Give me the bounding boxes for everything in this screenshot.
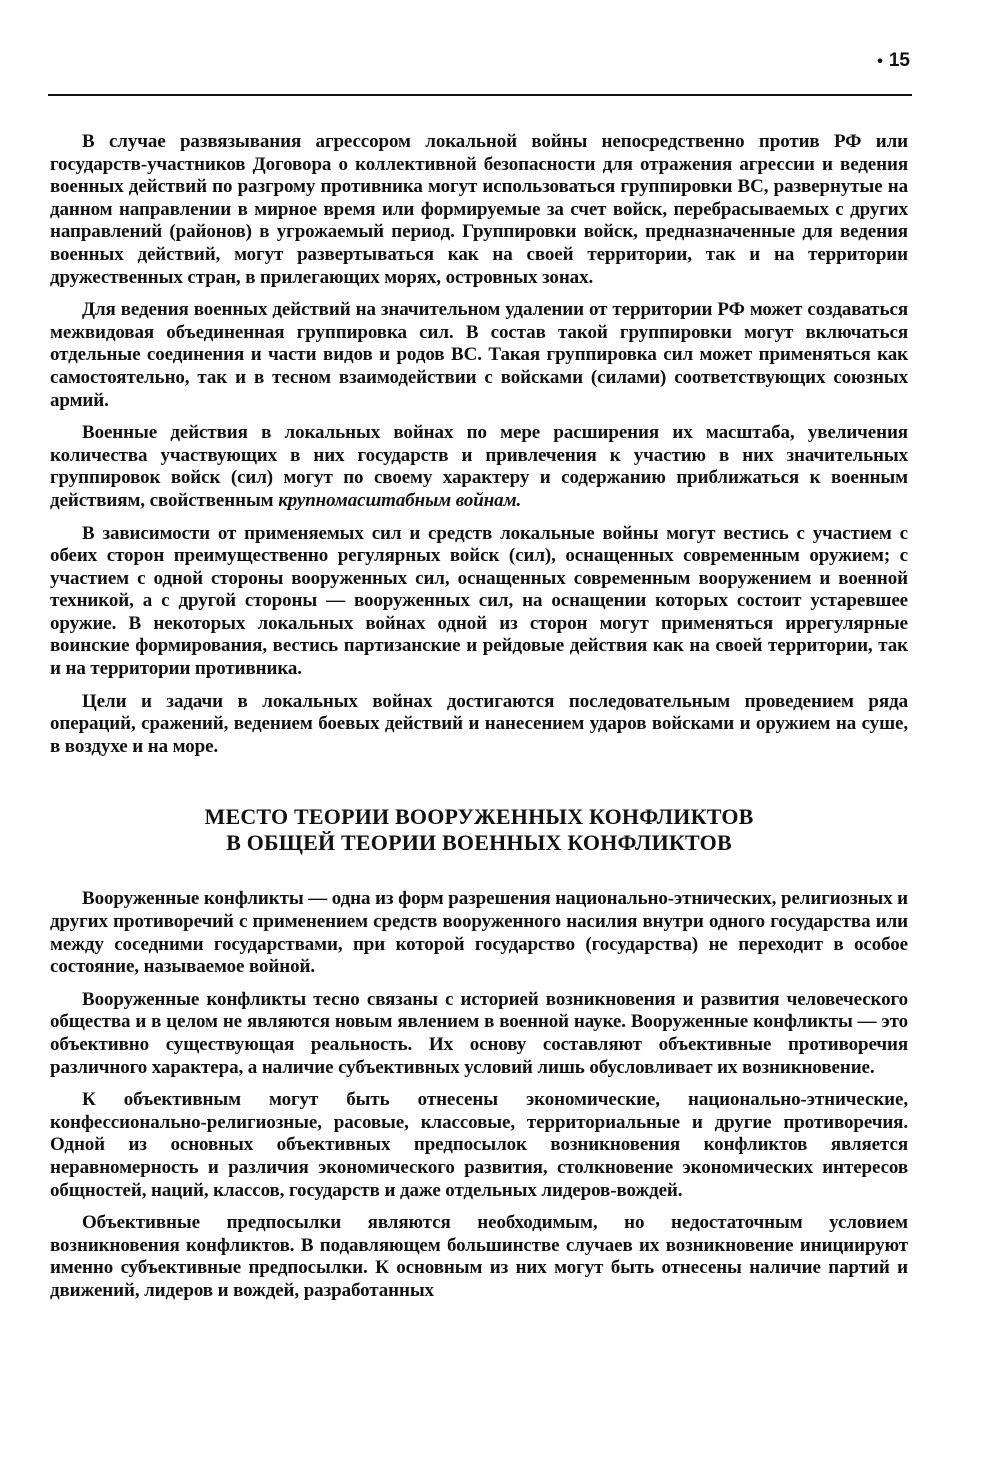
section-heading-line-1: МЕСТО ТЕОРИИ ВООРУЖЕННЫХ КОНФЛИКТОВ [204,804,754,830]
page-number [877,50,910,72]
paragraph: Цели и задачи в локальных войнах достигаются последовательным проведением ряда операций, сражений, ведением боевых действий и нанесением ударов войсками и оружием на суше, в воздухе и на море. [50,690,908,757]
paragraph: К объективным могут быть отнесены экономические, национально-этнические, конфессионально-религиозные, расовые, классовые, территориальные и другие противоречия. Одной из основных объективных предпосылок возникновения конфликтов является неравномерность и различия экономического развития, столкновение экономических интересов общностей, наций, классов, государств и даже отдельных лидеров-вождей. [50,1089,908,1201]
paragraph-emphasis: крупномасштабным войнам. [278,489,522,511]
page-header [48,44,912,96]
page-number-bullet: • [877,53,883,70]
page-number-value: 15 [888,50,910,71]
page-body [50,131,908,1313]
section-heading-line-2: В ОБЩЕЙ ТЕОРИИ ВОЕННЫХ КОНФЛИКТОВ [226,830,732,856]
paragraph: Объективные предпосылки являются необходимым, но недостаточным условием возникновения конфликтов. В подавляющем большинстве случаев их возникновение инициируют именно субъективные предпосылки. К основным из них могут быть отнесены наличие партий и движений, лидеров и вождей, разработанных [50,1212,908,1301]
paragraph-text: Военные действия в локальных войнах по мере расширения их масштаба, увеличения количества участвующих в них государств и привлечения к участию в них значительных группировок войск (сил) могут по своему характеру и содержанию приближаться к военным действиям, свойственным [50,422,908,511]
paragraph: Вооруженные конфликты — одна из форм разрешения национально-этнических, религиозных и других противоречий с применением средств вооруженного насилия внутри одного государства или между соседними государствами, при которой государство (государства) не переходит в особое состояние, называемое войной. [50,888,908,978]
paragraph: В зависимости от применяемых сил и средств локальные войны могут вестись с участием с обеих сторон преимущественно регулярных войск (сил), оснащенных современным оружием; с участием с одной стороны вооруженных сил, оснащенных современным вооружением и военной техникой, а с другой стороны — вооруженных сил, на оснащении которых состоит устаревшее оружие. В некоторых локальных войнах одной из сторон могут применяться иррегулярные воинские формирования, вестись партизанские и рейдовые действия как на своей территории, так и на территории противника. [50,522,908,680]
paragraph [50,422,908,512]
paragraph: В случае развязывания агрессором локальной войны непосредственно против РФ или государств-участников Договора о коллективной безопасности для отражения агрессии и ведения военных действий по разгрому противника могут использоваться группировки ВС, развернутые на данном направлении в мирное время или формируемые за счет войск, перебрасываемых с других направлений (районов) в угрожаемый период. Группировки войск, предназначенные для ведения военных действий, могут развертываться как на своей территории, так и на территории дружественных стран, в прилегающих морях, островных зонах. [50,131,908,288]
paragraph: Для ведения военных действий на значительном удалении от территории РФ может создаваться межвидовая объединенная группировка сил. В состав такой группировки могут включаться отдельные соединения и части видов и родов ВС. Такая группировка сил может применяться как самостоятельно, так и в тесном взаимодействии с войсками (силами) соответствующих союзных армий. [50,299,908,411]
section-heading [50,804,908,856]
paragraph: Вооруженные конфликты тесно связаны с историей возникновения и развития человеческого общества и в целом не являются новым явлением в военной науке. Вооруженные конфликты — это объективно существующая реальность. Их основу составляют объективные противоречия различного характера, а наличие субъективных условий лишь обусловливает их возникновение. [50,988,908,1078]
